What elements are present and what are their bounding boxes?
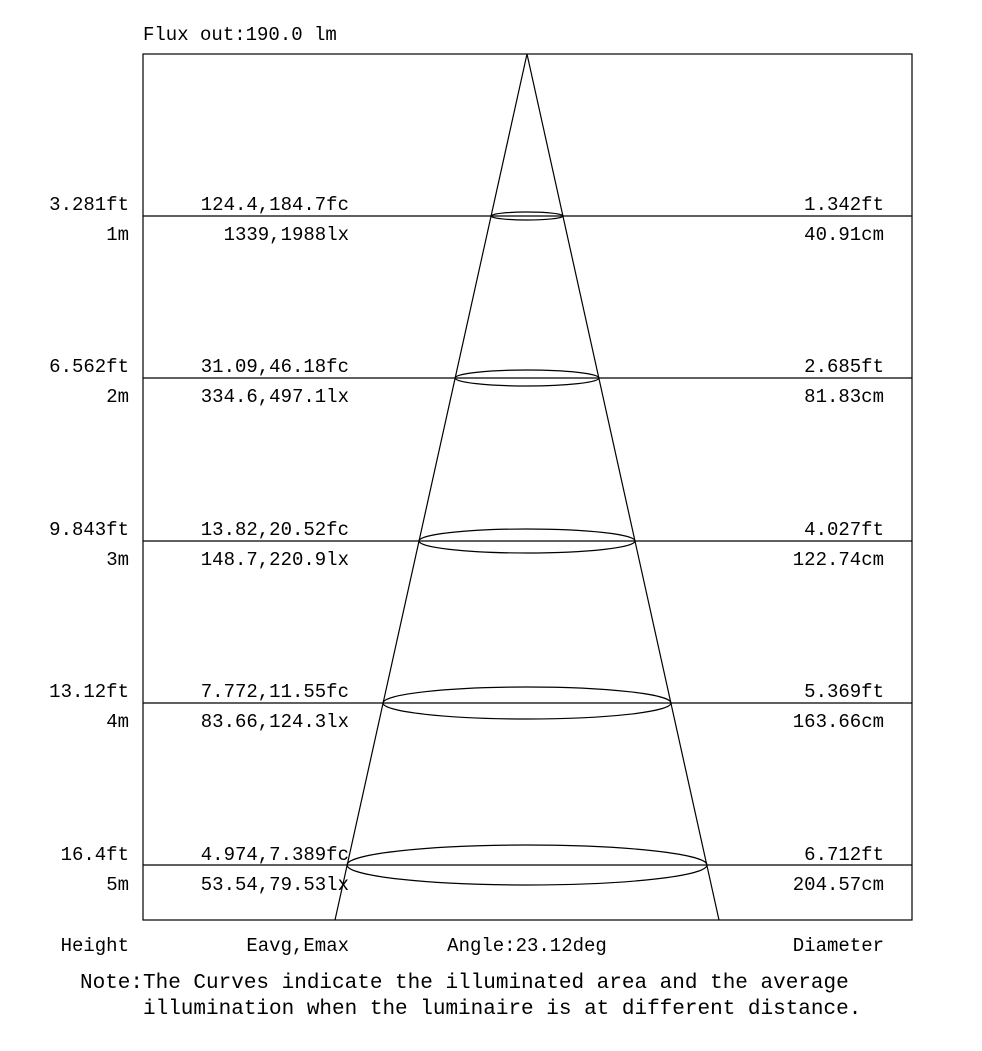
level-row <box>49 194 912 246</box>
diameter-ft-label: 2.685ft <box>804 356 884 378</box>
diameter-column-label: Diameter <box>792 935 884 957</box>
beam-edge-left <box>335 54 527 920</box>
level-row <box>61 844 912 896</box>
diameter-ft-label: 6.712ft <box>804 844 884 866</box>
diameter-cm-label: 122.74cm <box>792 549 884 571</box>
height-ft-label: 3.281ft <box>49 194 129 216</box>
height-ft-label: 9.843ft <box>49 519 129 541</box>
illuminance-column-label: Eavg,Emax <box>246 935 349 957</box>
diameter-cm-label: 40.91cm <box>804 224 884 246</box>
illuminance-fc-label: 13.82,20.52fc <box>200 519 349 541</box>
illuminance-fc-label: 7.772,11.55fc <box>200 681 349 703</box>
note-line-2: illumination when the luminaire is at different distance. <box>143 998 862 1021</box>
illuminance-lx-label: 83.66,124.3lx <box>200 711 349 733</box>
height-ft-label: 16.4ft <box>60 844 129 866</box>
illuminance-lx-label: 53.54,79.53lx <box>200 874 349 896</box>
level-row <box>49 356 912 408</box>
illuminance-fc-label: 124.4,184.7fc <box>200 194 349 216</box>
note-line-1: The Curves indicate the illuminated area and the average <box>143 972 849 995</box>
diameter-ft-label: 5.369ft <box>804 681 884 703</box>
height-m-label: 5m <box>106 874 129 896</box>
height-ft-label: 13.12ft <box>49 681 129 703</box>
beam-edge-right <box>527 54 719 920</box>
diameter-cm-label: 81.83cm <box>804 386 884 408</box>
flux-out-label: Flux out:190.0 lm <box>143 24 337 46</box>
diameter-ft-label: 4.027ft <box>804 519 884 541</box>
diameter-ft-label: 1.342ft <box>804 194 884 216</box>
level-row <box>49 681 912 733</box>
height-ft-label: 6.562ft <box>49 356 129 378</box>
illuminance-fc-label: 31.09,46.18fc <box>200 356 349 378</box>
height-m-label: 4m <box>106 711 129 733</box>
height-column-label: Height <box>60 935 129 957</box>
illuminance-lx-label: 148.7,220.9lx <box>200 549 349 571</box>
diameter-cm-label: 163.66cm <box>792 711 884 733</box>
height-m-label: 3m <box>106 549 129 571</box>
diameter-cm-label: 204.57cm <box>792 874 884 896</box>
illuminance-fc-label: 4.974,7.389fc <box>200 844 349 866</box>
height-m-label: 2m <box>106 386 129 408</box>
illuminance-lx-label: 1339,1988lx <box>223 224 349 246</box>
illuminance-lx-label: 334.6,497.1lx <box>200 386 349 408</box>
diagram-frame <box>143 54 912 920</box>
height-m-label: 1m <box>106 224 129 246</box>
note-prefix: Note: <box>79 972 143 995</box>
level-row <box>49 519 912 571</box>
beam-angle-label: Angle:23.12deg <box>447 935 607 957</box>
